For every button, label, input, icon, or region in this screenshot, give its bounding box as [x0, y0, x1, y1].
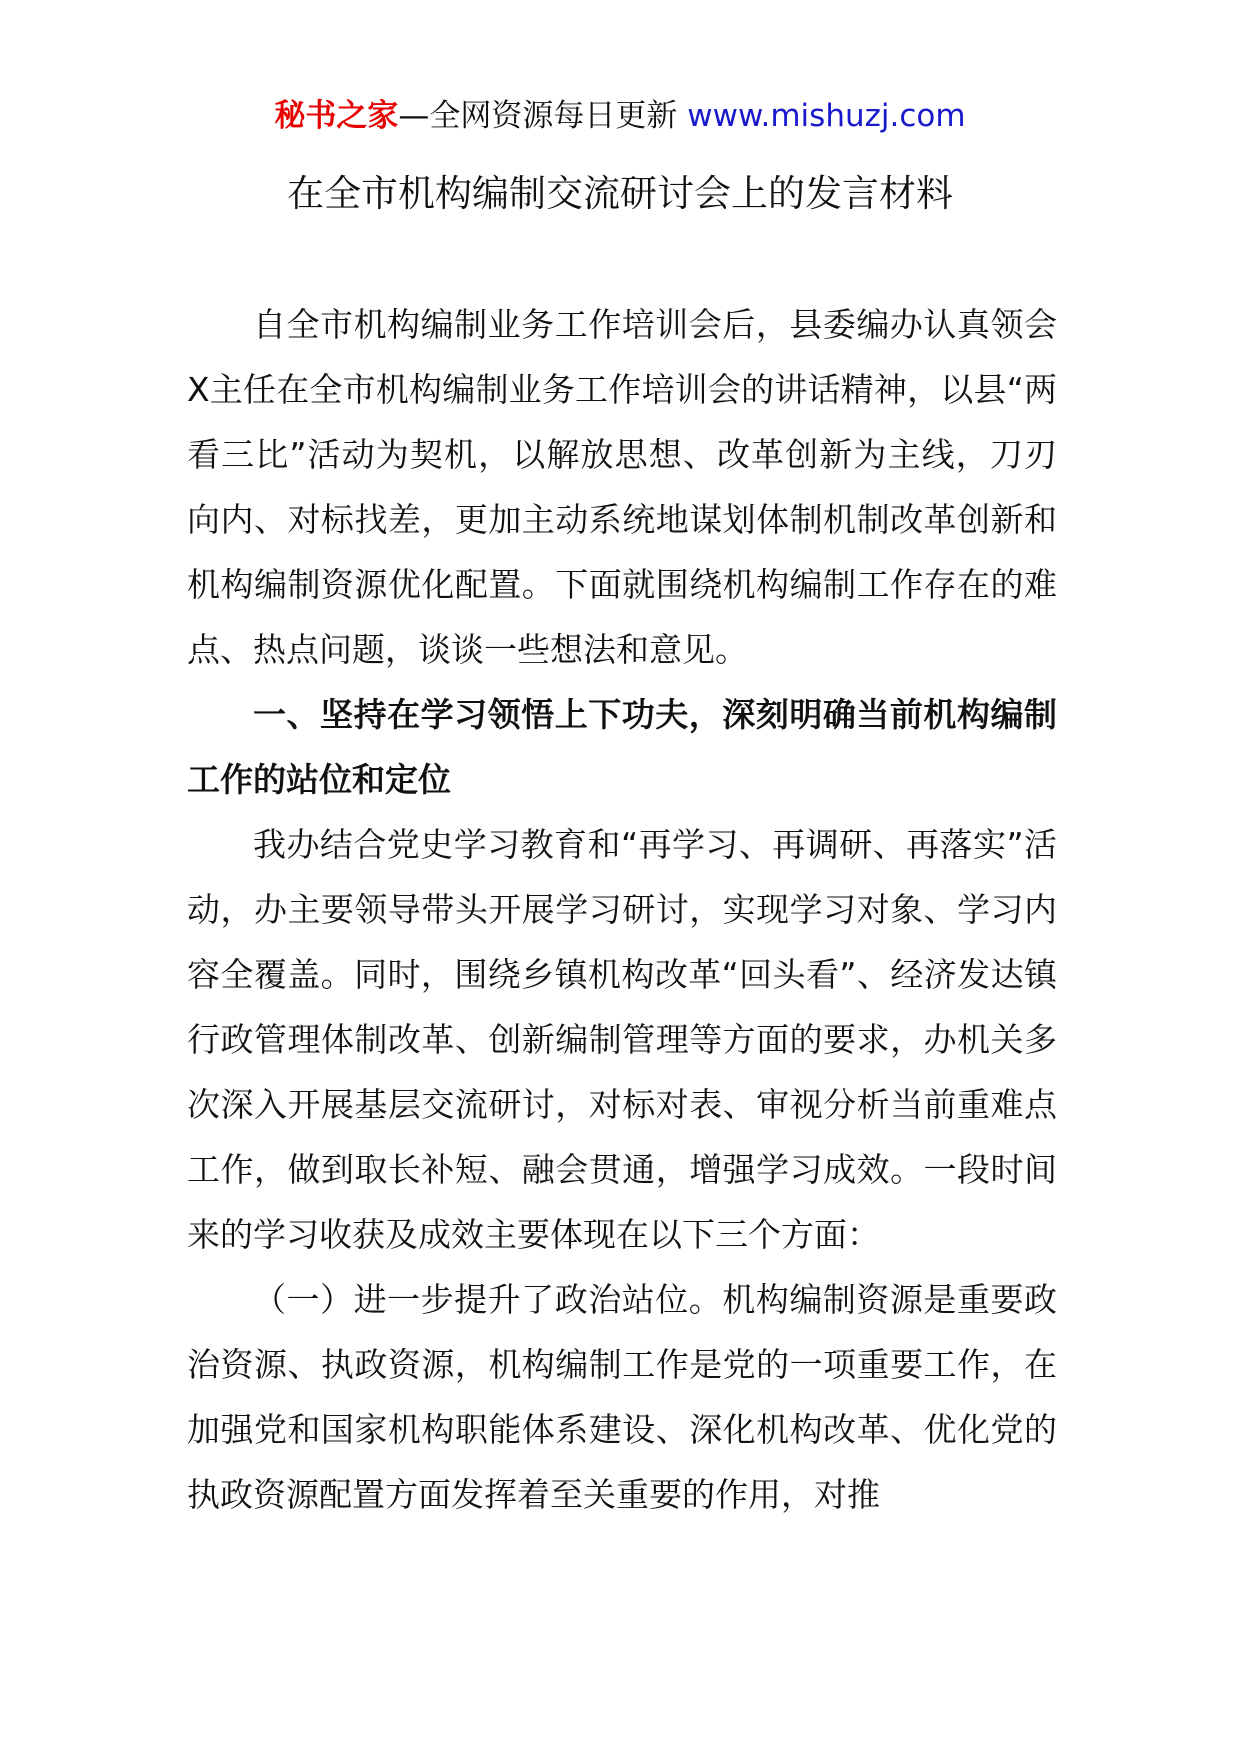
site-url-link[interactable]: www.mishuzj.com [687, 98, 966, 134]
subsection-paragraph-1: （一）进一步提升了政治站位。机构编制资源是重要政治资源、执政资源，机构编制工作是党的一项重要工作，在加强党和国家机构职能体系建设、深化机构改革、优化党的执政资源配置方面发挥着至关重要的作用，对推 [187, 1280, 1057, 1514]
section-heading-1: 一、坚持在学习领悟上下功夫，深刻明确当前机构编制工作的站位和定位 [187, 695, 1057, 799]
document-title: 在全市机构编制交流研讨会上的发言材料 [287, 172, 953, 215]
document-body [187, 292, 1057, 1527]
body-paragraph: 我办结合党史学习教育和“再学习、再调研、再落实”活动，办主要领导带头开展学习研讨，实现学习对象、学习内容全覆盖。同时，围绕乡镇机构改革“回头看”、经济发达镇行政管理体制改革、创新编制管理等方面的要求，办机关多次深入开展基层交流研讨，对标对表、审视分析当前重难点工作，做到取长补短、融会贯通，增强学习成效。一段时间来的学习收获及成效主要体现在以下三个方面： [187, 825, 1057, 1254]
site-header [0, 96, 1240, 136]
site-brand: 秘书之家 [274, 98, 399, 134]
intro-paragraph: 自全市机构编制业务工作培训会后，县委编办认真领会X主任在全市机构编制业务工作培训会的讲话精神，以县“两看三比”活动为契机，以解放思想、改革创新为主线，刀刃向内、对标找差，更加主动系统地谋划体制机制改革创新和机构编制资源优化配置。下面就围绕机构编制工作存在的难点、热点问题，谈谈一些想法和意见。 [187, 305, 1057, 669]
site-tagline: —全网资源每日更新 [398, 98, 688, 134]
